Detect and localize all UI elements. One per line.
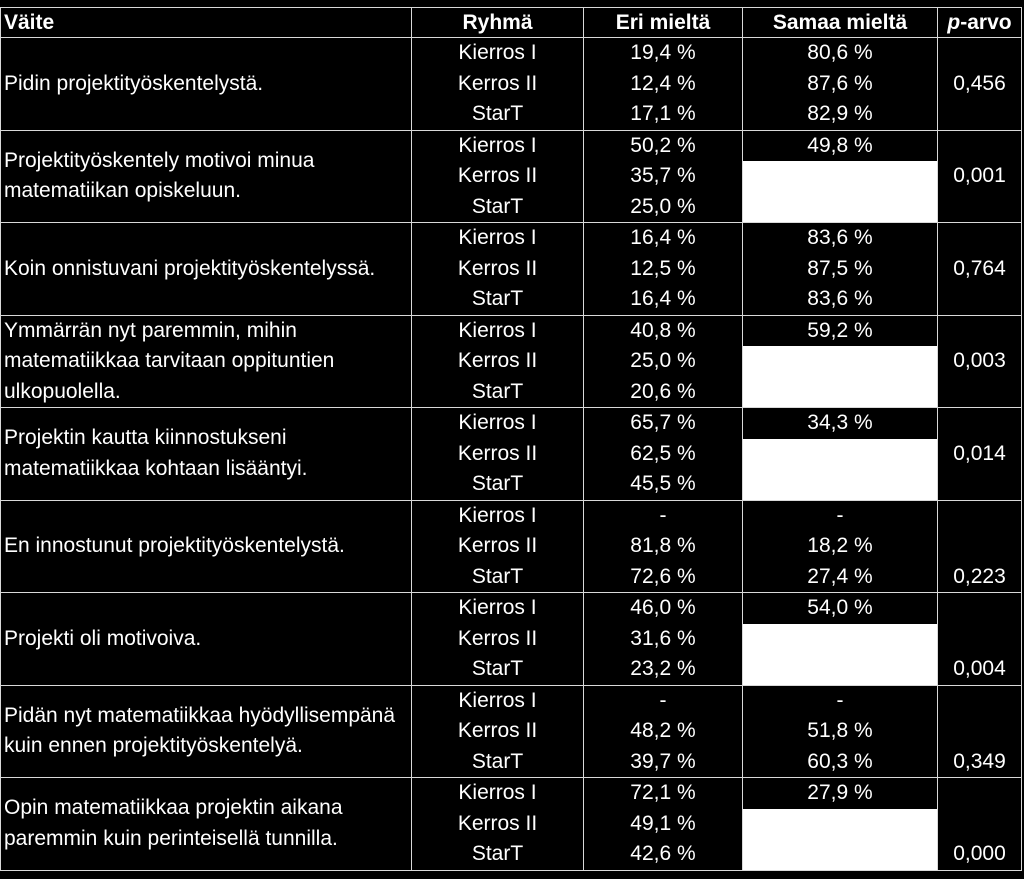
agree-value: 27,4 % bbox=[807, 564, 873, 588]
agree-value: 60,3 % bbox=[807, 749, 873, 773]
disagree-value: 81,8 % bbox=[630, 534, 696, 557]
disagree-value: 50,2 % bbox=[630, 133, 696, 157]
group-label: Kierros I bbox=[458, 596, 537, 619]
table-row bbox=[1, 593, 1022, 686]
group-label: StarT bbox=[471, 379, 524, 403]
agree-value: 80,6 % bbox=[807, 41, 873, 64]
group-label: Kierros I bbox=[458, 41, 537, 64]
p-value-cell bbox=[938, 38, 1022, 131]
agree-value: 82,9 % bbox=[807, 102, 873, 125]
table-row bbox=[1, 685, 1022, 778]
p-value-cell bbox=[938, 685, 1022, 778]
group-label: Kerros II bbox=[457, 534, 538, 557]
p-value: 0,004 bbox=[953, 657, 1006, 680]
table-row bbox=[1, 500, 1022, 593]
claim-text: En innostunut projektityöskentelystä. bbox=[4, 534, 345, 557]
claim-text: Opin matematiikkaa projektin aikana paremmin kuin perinteisellä tunnilla. bbox=[4, 796, 343, 850]
disagree-cell bbox=[584, 408, 743, 501]
disagree-cell bbox=[584, 685, 743, 778]
group-cell bbox=[412, 223, 584, 316]
agree-blank-box bbox=[743, 809, 937, 840]
disagree-cell bbox=[584, 778, 743, 871]
group-cell bbox=[412, 778, 584, 871]
header-group: Ryhmä bbox=[412, 8, 584, 38]
p-value: 0,003 bbox=[953, 349, 1006, 373]
disagree-value: 17,1 % bbox=[630, 102, 696, 125]
p-value-cell bbox=[938, 593, 1022, 686]
claim-cell bbox=[1, 500, 412, 593]
agree-cell bbox=[743, 500, 938, 593]
p-value: 0,456 bbox=[953, 71, 1006, 95]
disagree-value: 48,2 % bbox=[630, 719, 696, 742]
claim-text: Projekti oli motivoiva. bbox=[4, 626, 202, 650]
disagree-value: 40,8 % bbox=[630, 318, 696, 342]
p-value: 0,000 bbox=[953, 842, 1006, 865]
disagree-cell bbox=[584, 593, 743, 686]
group-label: Kerros II bbox=[457, 626, 538, 650]
claim-cell bbox=[1, 685, 412, 778]
group-label: StarT bbox=[471, 194, 524, 218]
p-value-cell bbox=[938, 315, 1022, 408]
agree-value: 83,6 % bbox=[807, 287, 873, 310]
group-label: Kierros I bbox=[458, 318, 537, 342]
group-label: Kierros I bbox=[458, 503, 537, 527]
group-label: Kerros II bbox=[457, 349, 538, 372]
header-agree: Samaa mieltä bbox=[743, 8, 938, 38]
group-label: Kierros I bbox=[458, 133, 537, 157]
group-label: Kierros I bbox=[458, 781, 537, 804]
group-cell bbox=[412, 408, 584, 501]
header-disagree: Eri mieltä bbox=[584, 8, 743, 38]
group-label: StarT bbox=[471, 287, 524, 310]
disagree-value: 72,1 % bbox=[630, 781, 696, 804]
disagree-value: 19,4 % bbox=[630, 41, 696, 64]
disagree-cell bbox=[584, 223, 743, 316]
p-value-cell bbox=[938, 500, 1022, 593]
claim-cell bbox=[1, 315, 412, 408]
p-value: 0,014 bbox=[953, 441, 1006, 465]
p-value-cell bbox=[938, 408, 1022, 501]
agree-value: 27,9 % bbox=[807, 781, 873, 804]
group-label: StarT bbox=[471, 749, 524, 773]
group-label: Kerros II bbox=[457, 71, 538, 95]
agree-blank-box bbox=[743, 469, 937, 500]
table-row bbox=[1, 130, 1022, 223]
disagree-cell bbox=[584, 130, 743, 223]
agree-value: 51,8 % bbox=[807, 719, 873, 742]
disagree-value: 12,4 % bbox=[630, 71, 696, 95]
header-p-italic: p bbox=[947, 11, 961, 34]
group-label: Kierros I bbox=[458, 411, 537, 434]
agree-cell bbox=[743, 38, 938, 131]
claim-cell bbox=[1, 223, 412, 316]
disagree-value: 62,5 % bbox=[630, 441, 696, 465]
disagree-value: 23,2 % bbox=[630, 657, 696, 680]
disagree-value: 25,0 % bbox=[630, 194, 696, 218]
group-label: Kerros II bbox=[457, 256, 538, 280]
disagree-cell bbox=[584, 500, 743, 593]
agree-value: 18,2 % bbox=[807, 534, 873, 557]
p-value-cell bbox=[938, 223, 1022, 316]
agree-blank-box bbox=[743, 161, 937, 192]
agree-value: - bbox=[836, 688, 844, 712]
claim-cell bbox=[1, 593, 412, 686]
header-claim: Väite bbox=[1, 8, 412, 38]
p-value: 0,764 bbox=[953, 256, 1006, 280]
group-cell bbox=[412, 38, 584, 131]
disagree-value: 31,6 % bbox=[630, 626, 696, 650]
agree-value: 87,5 % bbox=[807, 256, 873, 280]
agree-cell bbox=[743, 130, 938, 223]
disagree-cell bbox=[584, 38, 743, 131]
group-label: StarT bbox=[471, 564, 524, 588]
group-label: StarT bbox=[471, 102, 524, 125]
agree-blank-box bbox=[743, 439, 937, 470]
p-value-cell bbox=[938, 778, 1022, 871]
group-label: Kerros II bbox=[457, 811, 538, 835]
table-row bbox=[1, 778, 1022, 871]
disagree-value: 35,7 % bbox=[630, 164, 696, 187]
agree-value: 87,6 % bbox=[807, 71, 873, 95]
p-value: 0,349 bbox=[953, 749, 1006, 773]
disagree-value: 45,5 % bbox=[630, 472, 696, 495]
agree-cell bbox=[743, 315, 938, 408]
agree-blank-box bbox=[743, 377, 937, 408]
claim-cell bbox=[1, 130, 412, 223]
disagree-value: 46,0 % bbox=[630, 596, 696, 619]
agree-value: 83,6 % bbox=[807, 226, 873, 249]
disagree-value: 16,4 % bbox=[630, 226, 696, 249]
group-cell bbox=[412, 130, 584, 223]
group-cell bbox=[412, 315, 584, 408]
agree-value: 54,0 % bbox=[807, 596, 873, 619]
agree-blank-box bbox=[743, 624, 937, 655]
disagree-value: 39,7 % bbox=[630, 749, 696, 773]
group-label: Kerros II bbox=[457, 719, 538, 742]
disagree-value: 72,6 % bbox=[630, 564, 696, 588]
agree-blank-box bbox=[743, 839, 937, 870]
group-label: StarT bbox=[471, 842, 524, 865]
agree-cell bbox=[743, 408, 938, 501]
table-row bbox=[1, 408, 1022, 501]
table-row bbox=[1, 38, 1022, 131]
claim-text: Projektityöskentely motivoi minua matematiikan opiskeluun. bbox=[4, 148, 315, 203]
claim-text: Projektin kautta kiinnostukseni matematiikkaa kohtaan lisääntyi. bbox=[4, 426, 308, 480]
group-label: Kierros I bbox=[458, 688, 537, 712]
group-label: Kerros II bbox=[457, 164, 538, 187]
disagree-value: - bbox=[659, 688, 667, 712]
disagree-value: 20,6 % bbox=[630, 379, 696, 403]
group-label: Kierros I bbox=[458, 226, 537, 249]
group-label: StarT bbox=[471, 472, 524, 495]
group-label: Kerros II bbox=[457, 441, 538, 465]
disagree-cell bbox=[584, 315, 743, 408]
disagree-value: 12,5 % bbox=[630, 256, 696, 280]
claim-text: Pidin projektityöskentelystä. bbox=[4, 71, 264, 95]
group-label: StarT bbox=[471, 657, 524, 680]
results-table-container bbox=[0, 7, 1024, 871]
table-row bbox=[1, 315, 1022, 408]
claim-cell bbox=[1, 778, 412, 871]
p-value: 0,223 bbox=[953, 564, 1006, 588]
disagree-value: 25,0 % bbox=[630, 349, 696, 372]
disagree-value: - bbox=[659, 503, 667, 527]
claim-cell bbox=[1, 38, 412, 131]
results-table bbox=[0, 7, 1022, 871]
agree-blank-box bbox=[743, 346, 937, 377]
agree-value: - bbox=[836, 503, 844, 527]
agree-value: 49,8 % bbox=[807, 133, 873, 157]
claim-text: Ymmärrän nyt paremmin, mihin matematiikkaa tarvitaan oppituntien ulkopuolella. bbox=[4, 318, 335, 403]
agree-cell bbox=[743, 778, 938, 871]
group-cell bbox=[412, 685, 584, 778]
agree-value: 59,2 % bbox=[807, 318, 873, 342]
header-p-rest: -arvo bbox=[960, 11, 1012, 34]
agree-cell bbox=[743, 223, 938, 316]
disagree-value: 42,6 % bbox=[630, 842, 696, 865]
agree-value: 34,3 % bbox=[807, 411, 873, 434]
claim-text: Koin onnistuvani projektityöskentelyssä. bbox=[4, 256, 376, 280]
group-cell bbox=[412, 593, 584, 686]
disagree-value: 65,7 % bbox=[630, 411, 696, 434]
disagree-value: 16,4 % bbox=[630, 287, 696, 310]
table-row bbox=[1, 223, 1022, 316]
header-p-value bbox=[938, 8, 1022, 38]
agree-cell bbox=[743, 593, 938, 686]
agree-blank-box bbox=[743, 654, 937, 685]
p-value-cell bbox=[938, 130, 1022, 223]
p-value: 0,001 bbox=[953, 164, 1006, 188]
claim-text: Pidän nyt matematiikkaa hyödyllisempänä kuin ennen projektityöskentelyä. bbox=[4, 703, 396, 758]
disagree-value: 49,1 % bbox=[630, 811, 696, 835]
claim-cell bbox=[1, 408, 412, 501]
agree-blank-box bbox=[743, 192, 937, 223]
header-row bbox=[1, 8, 1022, 38]
agree-cell bbox=[743, 685, 938, 778]
group-cell bbox=[412, 500, 584, 593]
